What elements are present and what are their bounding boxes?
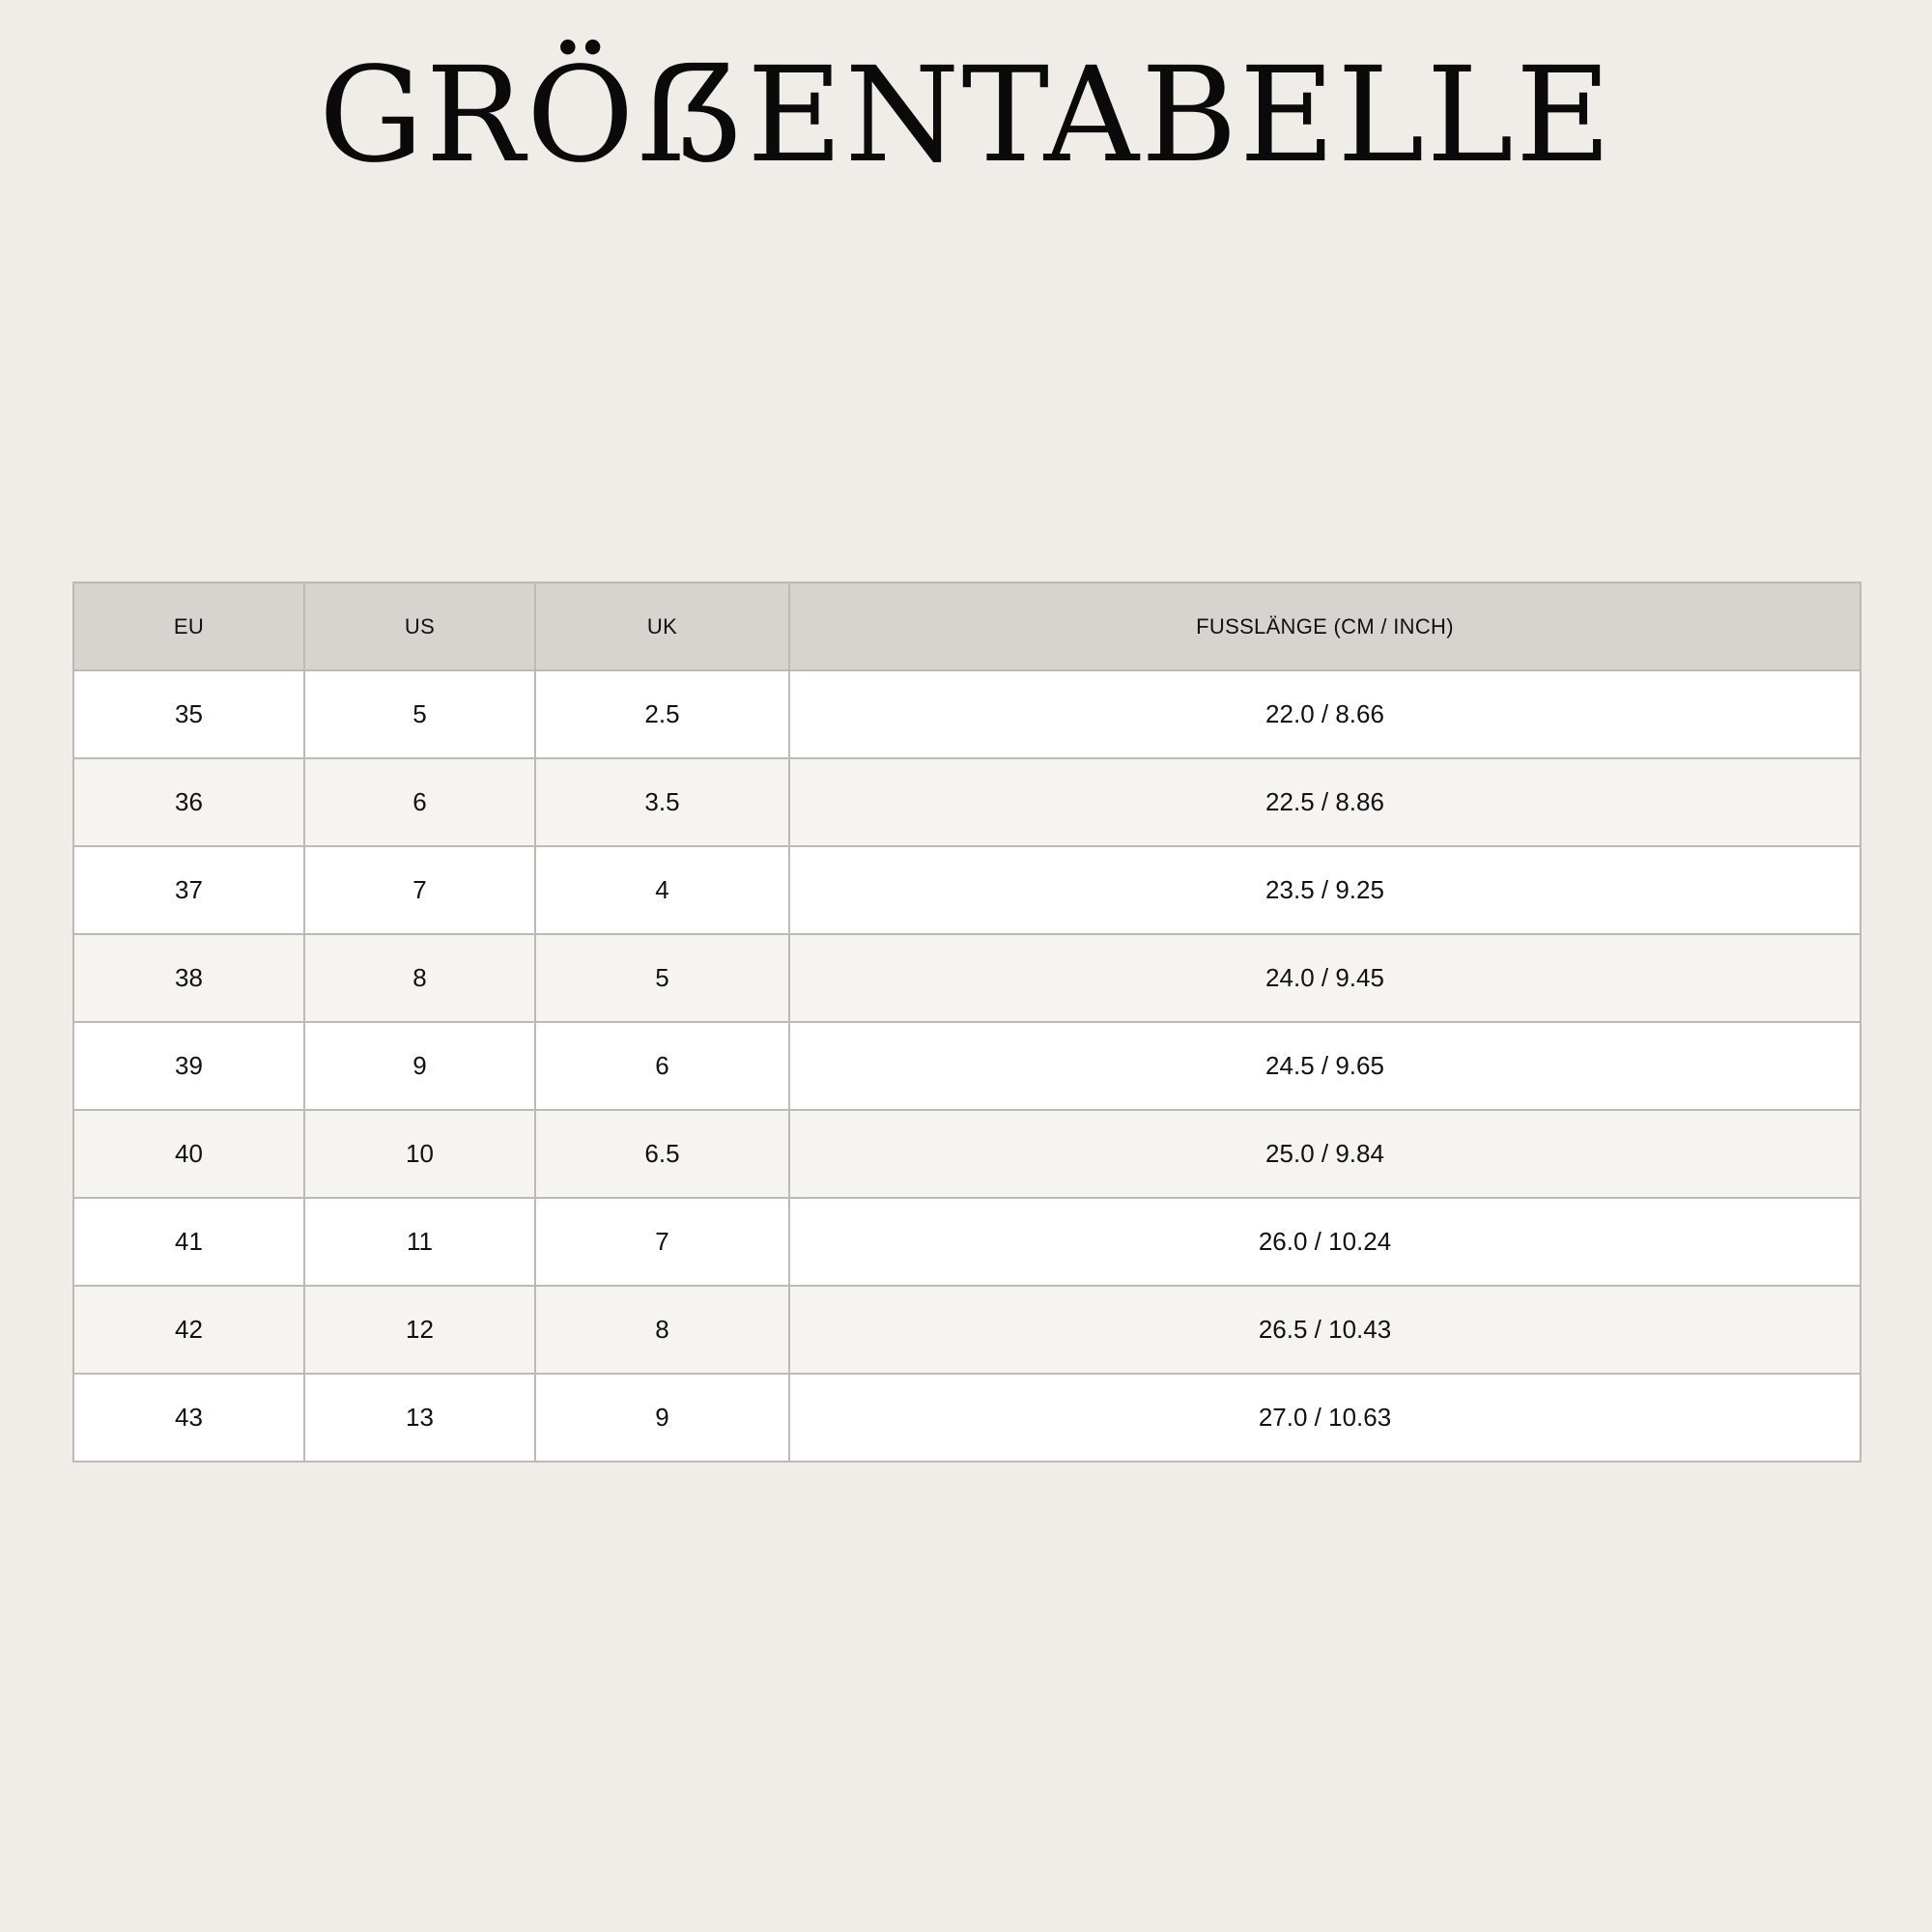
cell-eu: 42 (73, 1286, 304, 1374)
cell-foot-length: 26.0 / 10.24 (789, 1198, 1861, 1286)
cell-foot-length: 25.0 / 9.84 (789, 1110, 1861, 1198)
cell-us: 10 (304, 1110, 535, 1198)
cell-foot-length: 24.5 / 9.65 (789, 1022, 1861, 1110)
cell-uk: 5 (535, 934, 789, 1022)
cell-foot-length: 26.5 / 10.43 (789, 1286, 1861, 1374)
header-row (73, 582, 1861, 670)
cell-uk: 2.5 (535, 670, 789, 758)
table-row (73, 1286, 1861, 1374)
size-chart-table (72, 582, 1861, 1463)
cell-foot-length: 22.0 / 8.66 (789, 670, 1861, 758)
table-row (73, 1198, 1861, 1286)
cell-us: 8 (304, 934, 535, 1022)
table-body (73, 670, 1861, 1462)
cell-us: 5 (304, 670, 535, 758)
cell-us: 6 (304, 758, 535, 846)
table-header (73, 582, 1861, 670)
cell-foot-length: 23.5 / 9.25 (789, 846, 1861, 934)
cell-eu: 41 (73, 1198, 304, 1286)
cell-eu: 35 (73, 670, 304, 758)
cell-eu: 36 (73, 758, 304, 846)
cell-eu: 40 (73, 1110, 304, 1198)
cell-uk: 7 (535, 1198, 789, 1286)
column-header-us: US (304, 582, 535, 670)
cell-us: 13 (304, 1374, 535, 1462)
table-row (73, 934, 1861, 1022)
cell-uk: 9 (535, 1374, 789, 1462)
cell-eu: 39 (73, 1022, 304, 1110)
table-row (73, 846, 1861, 934)
page-title: GRÖẞENTABELLE (318, 40, 1614, 192)
column-header-uk: UK (535, 582, 789, 670)
cell-us: 7 (304, 846, 535, 934)
table-row (73, 1110, 1861, 1198)
cell-us: 11 (304, 1198, 535, 1286)
column-header-eu: EU (73, 582, 304, 670)
cell-uk: 4 (535, 846, 789, 934)
cell-foot-length: 24.0 / 9.45 (789, 934, 1861, 1022)
cell-us: 9 (304, 1022, 535, 1110)
cell-eu: 37 (73, 846, 304, 934)
cell-uk: 3.5 (535, 758, 789, 846)
table-row (73, 670, 1861, 758)
cell-foot-length: 27.0 / 10.63 (789, 1374, 1861, 1462)
cell-uk: 8 (535, 1286, 789, 1374)
cell-uk: 6.5 (535, 1110, 789, 1198)
table-row (73, 1022, 1861, 1110)
cell-eu: 38 (73, 934, 304, 1022)
table-row (73, 1374, 1861, 1462)
cell-uk: 6 (535, 1022, 789, 1110)
cell-eu: 43 (73, 1374, 304, 1462)
table-row (73, 758, 1861, 846)
cell-foot-length: 22.5 / 8.86 (789, 758, 1861, 846)
cell-us: 12 (304, 1286, 535, 1374)
column-header-foot-length: FUSSLÄNGE (CM / INCH) (789, 582, 1861, 670)
